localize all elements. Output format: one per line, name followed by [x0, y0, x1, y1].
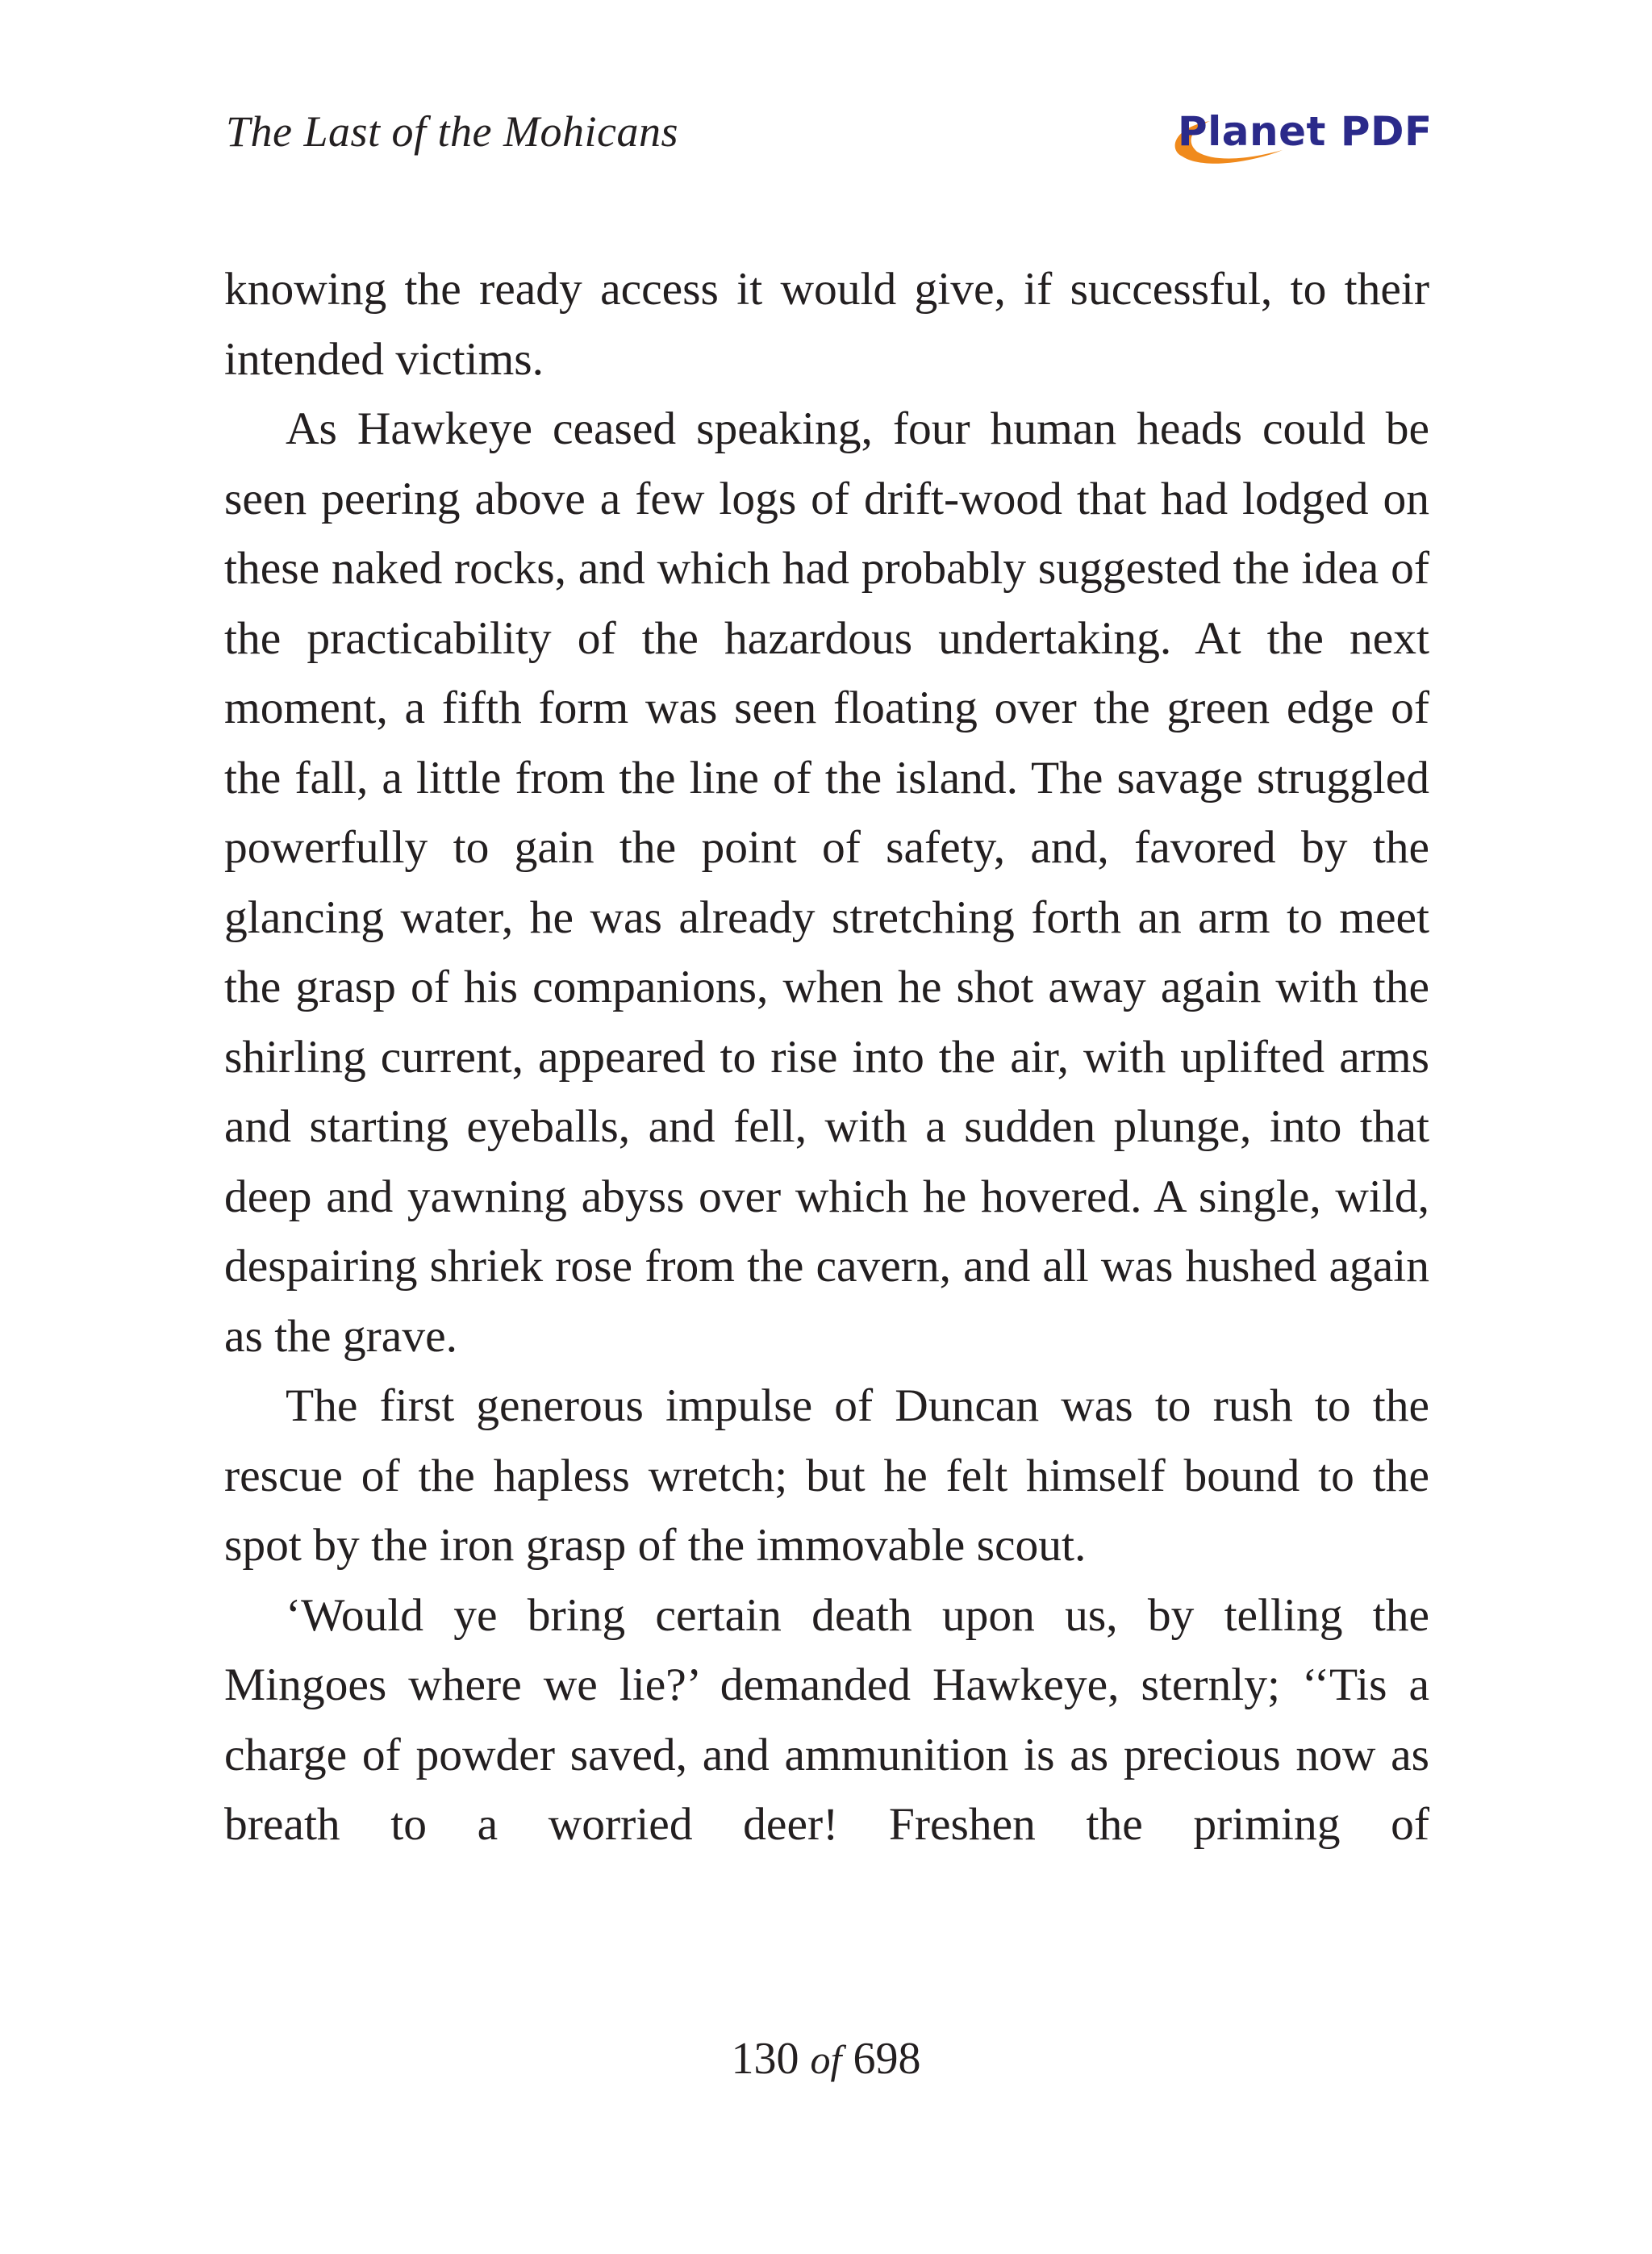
paragraph: ‘Would ye bring certain death upon us, by telling the Mingoes where we lie?’ demanded Hawkeye, sternly; ‘‘Tis a charge of powder saved, and ammunition is as precious now as breath to a worried deer! Freshen the priming of	[224, 1589, 1429, 1850]
total-pages-number: 698	[853, 2034, 921, 2084]
paragraph: The first generous impulse of Duncan was to rush to the rescue of the hapless wretch; but he felt himself bound to the spot by the iron grasp of the immovable scout.	[224, 1380, 1429, 1571]
paragraph: knowing the ready access it would give, if successful, to their intended victims.	[224, 264, 1429, 385]
paragraph: As Hawkeye ceased speaking, four human heads could be seen peering above a few logs of drift-wood that had lodged on these naked rocks, and which had probably suggested the idea of the practicability of the hazardous undertaking. At the next moment, a fifth form was seen floating over the green edge of the fall, a little from the line of the island. The savage struggled powerfully to gain the point of safety, and, favored by the glancing water, he was already stretching forth an arm to meet the grasp of his companions, when he shot away again with the shirling current, appeared to rise into the air, with uplifted arms and starting eyeballs, and fell, with a sudden plunge, into that deep and yawning abyss over which he hovered. A single, wild, despairing shriek rose from the cavern, and all was hushed again as the grave.	[224, 403, 1429, 1362]
current-page-number: 130	[731, 2034, 799, 2084]
logo-text: Planet PDF	[1178, 108, 1433, 155]
body-text	[224, 255, 1429, 1860]
planet-pdf-logo	[1162, 103, 1433, 168]
page-of-label: of	[810, 2037, 842, 2082]
running-head-title: The Last of the Mohicans	[226, 107, 678, 156]
page-number	[0, 2033, 1652, 2085]
